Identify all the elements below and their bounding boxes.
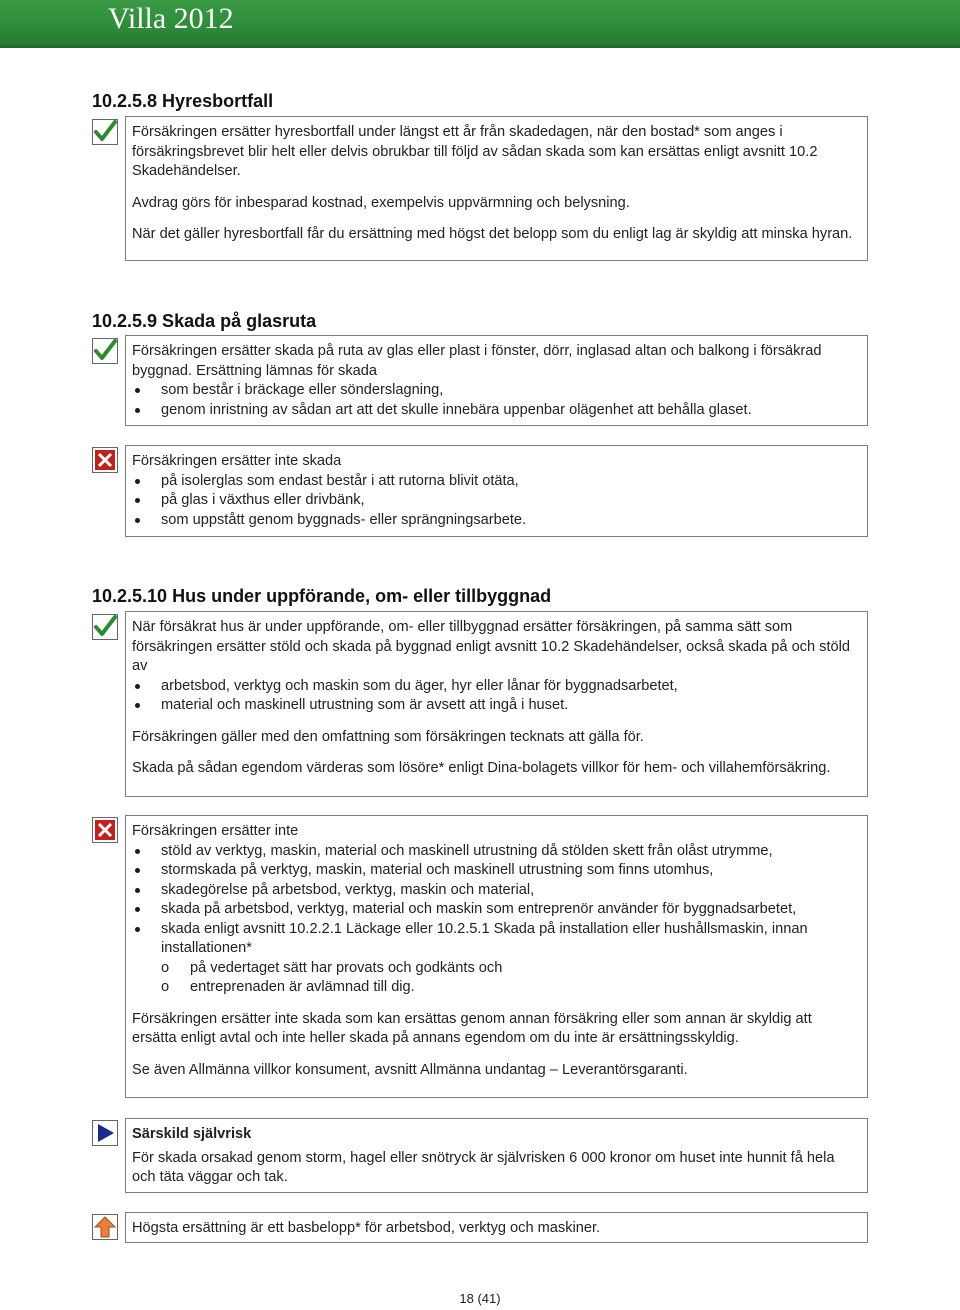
list-item: stöld av verktyg, maskin, material och maskinell utrustning då stölden skett från olåst utrymme,	[132, 842, 859, 862]
checkmark-icon	[92, 338, 118, 364]
bullet-list	[132, 677, 859, 716]
arrow-up-icon	[92, 1214, 118, 1240]
paragraph: Försäkringen ersätter inte	[132, 823, 299, 839]
coverage-box-glasruta	[125, 335, 868, 426]
sub-list-marker: o	[161, 979, 170, 995]
paragraph: Försäkringen ersätter hyresbortfall under längst ett år från skadedagen, när den bostad* som anges i försäkringsbrevet blir helt eller delvis obrukbar till följd av sådan skada som kan ersättas enligt avsnitt 10.2 Skadehändelser.	[132, 124, 818, 179]
sub-list-item	[161, 978, 859, 998]
bullet-list	[132, 842, 859, 959]
paragraph: För skada orsakad genom storm, hagel eller snötryck är självrisken 6 000 kronor om huset inte hunnit få hela och täta väggar och tak.	[132, 1149, 835, 1185]
coverage-box-hus-under-uppforande	[125, 611, 868, 797]
exclusion-box-glasruta	[125, 445, 868, 537]
paragraph: Se även Allmänna villkor konsument, avsnitt Allmänna undantag – Leverantörsgaranti.	[132, 1061, 688, 1078]
document-title: Villa 2012	[108, 2, 234, 35]
section-heading-hus-under-uppforande: 10.2.5.10 Hus under uppförande, om- eller tillbyggnad	[92, 586, 552, 606]
sub-list-marker: o	[161, 959, 170, 976]
coverage-box-hyresbortfall	[125, 116, 868, 261]
exclusion-box-hus-under-uppforande	[125, 815, 868, 1098]
cross-icon	[92, 817, 118, 843]
list-item: arbetsbod, verktyg och maskin som du äger, hyr eller lånar för byggnadsarbetet,	[132, 677, 859, 697]
paragraph: När det gäller hyresbortfall får du ersättning med högst det belopp som du enligt lag är skyldig att minska hyran.	[132, 226, 853, 242]
box-title: Särskild självrisk	[132, 1126, 252, 1142]
header-banner	[0, 0, 960, 48]
max-compensation-box	[125, 1212, 868, 1243]
cross-icon	[92, 447, 118, 473]
bullet-list	[132, 381, 859, 420]
paragraph: Försäkringen ersätter inte skada som kan ersättas genom annan försäkring eller som annan är skyldig att ersätta enligt avtal och inte heller skada på annans egendom om du inte är ersättningsskyldig.	[132, 1010, 812, 1046]
paragraph: Avdrag görs för inbesparad kostnad, exempelvis uppvärmning och belysning.	[132, 194, 630, 211]
page-number: 18 (41)	[459, 1291, 501, 1306]
paragraph: Försäkringen ersätter inte skada	[132, 453, 342, 469]
bullet-list	[132, 472, 859, 531]
sub-list-text: entreprenaden är avlämnad till dig.	[190, 979, 415, 995]
list-item: skada enligt avsnitt 10.2.2.1 Läckage eller 10.2.5.1 Skada på installation eller hushållsmaskin, innan installationen*	[132, 920, 859, 959]
list-item: på glas i växthus eller drivbänk,	[132, 491, 859, 511]
list-item: material och maskinell utrustning som är avsett att ingå i huset.	[132, 696, 859, 716]
paragraph: När försäkrat hus är under uppförande, om- eller tillbyggnad ersätter försäkringen, på samma sätt som försäkringen ersätter stöld och skada på byggnad enligt avsnitt 10.2 Skadehändelser, också skada på och stöld av	[132, 619, 850, 674]
list-item: stormskada på verktyg, maskin, material och maskinell utrustning som finns utomhus,	[132, 861, 859, 881]
paragraph: Högsta ersättning är ett basbelopp* för arbetsbod, verktyg och maskiner.	[132, 1220, 601, 1236]
sub-list-text: på vedertaget sätt har provats och godkänts och	[190, 959, 503, 976]
list-item: som består i bräckage eller sönderslagning,	[132, 381, 859, 401]
list-item: skadegörelse på arbetsbod, verktyg, maskin och material,	[132, 881, 859, 901]
deductible-box	[125, 1118, 868, 1193]
paragraph: Försäkringen ersätter skada på ruta av glas eller plast i fönster, dörr, inglasad altan och balkong i försäkrad byggnad. Ersättning lämnas för skada	[132, 343, 822, 379]
section-heading-glasruta: 10.2.5.9 Skada på glasruta	[92, 311, 317, 331]
paragraph: Skada på sådan egendom värderas som lösöre* enligt Dina-bolagets villkor för hem- och villahemförsäkring.	[132, 760, 831, 776]
checkmark-icon	[92, 614, 118, 640]
list-item: skada på arbetsbod, verktyg, material och maskin som entreprenör använder för byggnadsarbetet,	[132, 900, 859, 920]
paragraph: Försäkringen gäller med den omfattning som försäkringen tecknats att gälla för.	[132, 728, 644, 745]
sub-list	[161, 959, 859, 998]
list-item: på isolerglas som endast består i att rutorna blivit otäta,	[132, 472, 859, 492]
sub-list-item	[161, 959, 859, 979]
section-heading-hyresbortfall: 10.2.5.8 Hyresbortfall	[92, 91, 274, 111]
list-item: genom inristning av sådan art att det skulle innebära uppenbar olägenhet att behålla glaset.	[132, 401, 859, 421]
checkmark-icon	[92, 119, 118, 145]
list-item: som uppstått genom byggnads- eller sprängningsarbete.	[132, 511, 859, 531]
arrow-right-icon	[92, 1120, 118, 1146]
